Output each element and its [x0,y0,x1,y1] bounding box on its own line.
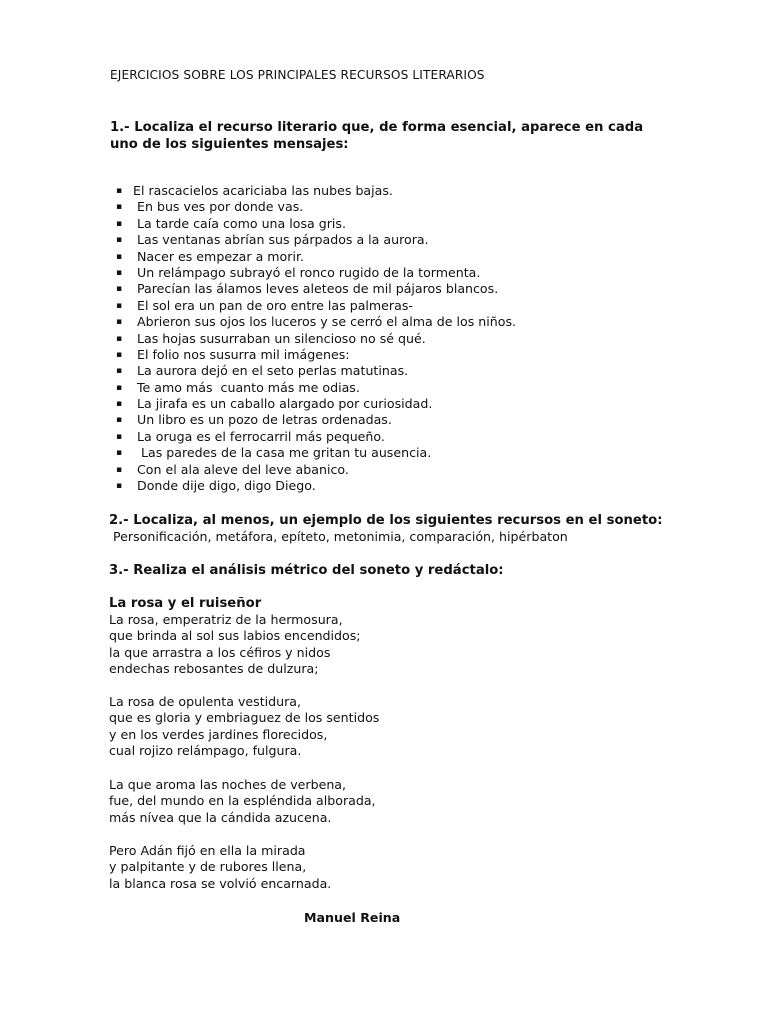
poem-line: la que arrastra a los céfiros y nidos [109,644,331,660]
bullet-icon: ▪ [116,464,123,475]
bullet-icon: ▪ [116,300,123,311]
bullet-icon: ▪ [116,317,123,328]
question-3: 3.- Realiza el análisis métrico del soneto y redáctalo: [109,563,504,578]
message-text: El sol era un pan de oro entre las palmeras- [133,297,413,313]
poem-author: Manuel Reina [304,910,401,925]
message-text: En bus ves por donde vas. [133,199,304,215]
bullet-icon: ▪ [116,267,123,278]
poem-title: La rosa y el ruiseñor [109,596,262,611]
message-text: Un relámpago subrayó el ronco rugido de la tormenta. [133,264,481,280]
poem-stanza-1 [109,612,361,678]
message-text: Las hojas susurraban un silencioso no sé qué. [133,330,426,346]
bullet-icon: ▪ [116,186,123,196]
poem-stanza-3 [109,777,376,826]
poem-line: y palpitante y de rubores llena, [109,859,307,875]
bullet-icon: ▪ [116,431,123,442]
question-2: 2.- Localiza, al menos, un ejemplo de los siguientes recursos en el soneto: [109,513,663,528]
poem-line: que brinda al sol sus labios encendidos; [109,628,361,644]
poem-line: y en los verdes jardines florecidos, [109,726,328,742]
message-text: Las ventanas abrían sus párpados a la aurora. [133,232,429,248]
poem-line: endechas rebosantes de dulzura; [109,661,319,677]
poem-line: la blanca rosa se volvió encarnada. [109,875,332,891]
poem-line: cual rojizo relámpago, fulgura. [109,743,302,759]
message-text: Con el ala aleve del leve abanico. [133,461,349,477]
bullet-icon: ▪ [116,399,123,410]
message-text: Las paredes de la casa me gritan tu ausencia. [133,445,432,461]
bullet-icon: ▪ [116,218,123,229]
message-text: La aurora dejó en el seto perlas matutinas. [133,363,409,379]
poem-line: que es gloria y embriaguez de los sentidos [109,710,380,726]
message-text: La oruga es el ferrocarril más pequeño. [133,428,385,444]
bullet-icon: ▪ [116,284,123,295]
bullet-icon: ▪ [116,415,123,426]
document-title: EJERCICIOS SOBRE LOS PRINCIPALES RECURSOS LITERARIOS [110,68,485,82]
bullet-icon: ▪ [116,333,123,344]
bullet-icon: ▪ [116,251,123,262]
poem-stanza-2 [109,694,379,760]
poem-line: Pero Adán fijó en ella la mirada [109,843,306,858]
message-text: Un libro es un pozo de letras ordenadas. [133,412,392,428]
message-text: El rascacielos acariciaba las nubes bajas. [133,183,393,198]
poem-line: La rosa, emperatriz de la hermosura, [109,612,343,627]
poem-stanza-4 [109,843,331,892]
bullet-icon: ▪ [116,202,123,213]
bullet-icon: ▪ [116,448,123,459]
message-text: Donde dije digo, digo Diego. [133,478,316,494]
message-text: El folio nos susurra mil imágenes: [133,346,350,362]
bullet-icon: ▪ [116,382,123,393]
message-text: La tarde caía como una losa gris. [133,215,346,231]
message-text: Te amo más cuanto más me odias. [133,379,360,395]
poem-line: La que aroma las noches de verbena, [109,777,347,792]
message-text: La jirafa es un caballo alargado por curiosidad. [133,396,433,412]
poem-line: La rosa de opulenta vestidura, [109,694,302,709]
bullet-icon: ▪ [116,349,123,360]
question-2-resources: Personificación, metáfora, epíteto, metonimia, comparación, hipérbaton [109,529,568,544]
poem-line: fue, del mundo en la espléndida alborada, [109,793,376,809]
bullet-icon: ▪ [116,366,123,377]
message-text: Parecían las álamos leves aleteos de mil pájaros blancos. [133,281,499,297]
question-1: 1.- Localiza el recurso literario que, de forma esencial, aparece en cada uno de los siguientes mensajes: [110,120,644,152]
message-text: Abrieron sus ojos los luceros y se cerró el alma de los niños. [133,314,517,330]
poem-line: más nívea que la cándida azucena. [109,809,332,825]
bullet-icon: ▪ [116,235,123,246]
bullet-icon: ▪ [116,481,123,492]
message-text: Nacer es empezar a morir. [133,248,304,264]
